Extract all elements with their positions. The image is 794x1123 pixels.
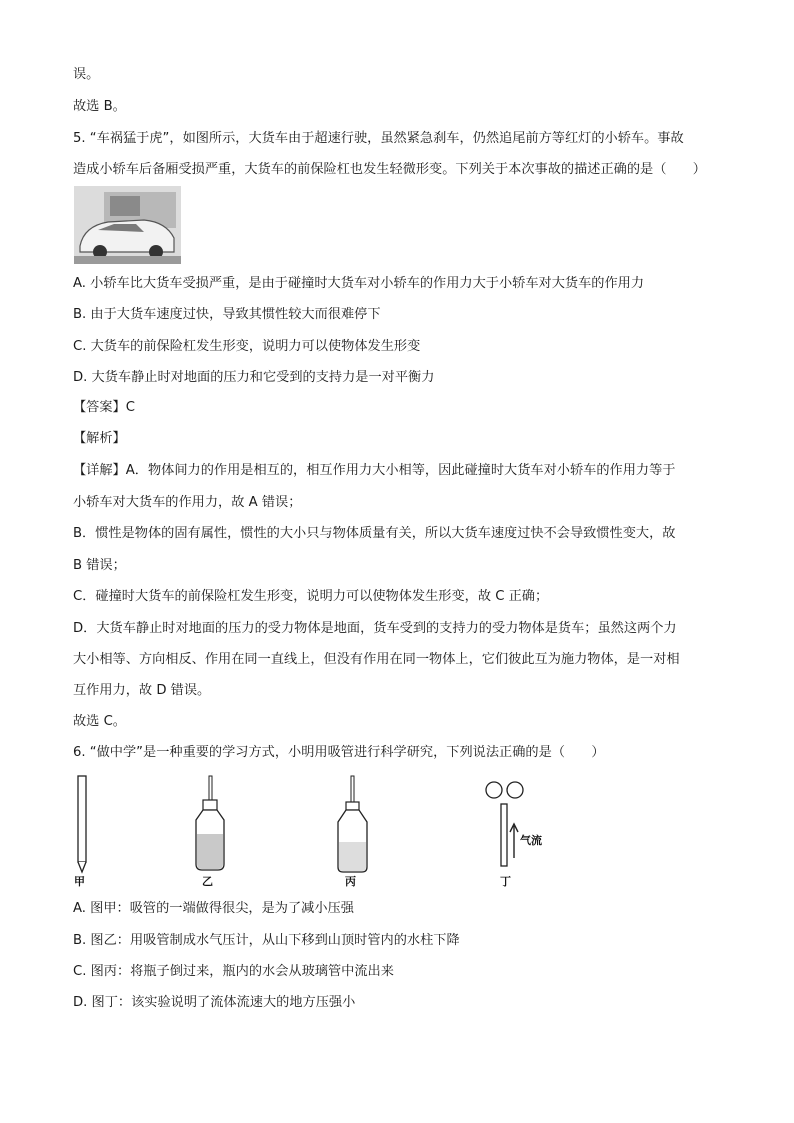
figure-label-ding: 丁 — [500, 875, 511, 888]
text-line: 故选 B。 — [73, 99, 126, 114]
explanation-line: B 错误； — [73, 558, 126, 573]
explanation-line: 大小相等、方向相反、作用在同一直线上，但没有作用在同一物体上，它们彼此互为施力物体，是一对相 — [73, 652, 680, 667]
question-5-stem: 5. “车祸猛于虎”，如图所示，大货车由于超速行驶，虽然紧急刹车，仍然追尾前方等红灯的小轿车。事故 — [73, 131, 684, 146]
option-c: C. 大货车的前保险杠发生形变，说明力可以使物体发生形变 — [73, 339, 421, 354]
accident-photo — [74, 186, 181, 264]
straw-figures-svg — [72, 772, 552, 890]
answer: 【答案】C — [73, 400, 135, 415]
airflow-label: 气流 — [520, 834, 542, 847]
bottle-barometer-figure-yi — [196, 776, 224, 888]
option-b: B. 由于大货车速度过快，导致其惯性较大而很难停下 — [73, 307, 381, 322]
question-6-stem: 6. “做中学”是一种重要的学习方式，小明用吸管进行科学研究，下列说法正确的是（ ） — [73, 745, 605, 760]
option-c: C. 图丙：将瓶子倒过来，瓶内的水会从玻璃管中流出来 — [73, 964, 394, 979]
text-line: 误。 — [73, 67, 100, 82]
truck-car-collision-image — [74, 186, 181, 264]
option-a: A. 小轿车比大货车受损严重，是由于碰撞时大货车对小轿车的作用力大于小轿车对大货车的作用力 — [73, 276, 645, 291]
explanation-line: C．碰撞时大货车的前保险杠发生形变，说明力可以使物体发生形变，故 C 正确； — [73, 589, 549, 604]
option-d: D. 大货车静止时对地面的压力和它受到的支持力是一对平衡力 — [73, 370, 435, 385]
explanation-line: 互作用力，故 D 错误。 — [73, 683, 211, 698]
option-b: B. 图乙：用吸管制成水气压计，从山下移到山顶时管内的水柱下降 — [73, 933, 460, 948]
question-5-stem: 造成小轿车后备厢受损严重，大货车的前保险杠也发生轻微形变。下列关于本次事故的描述正确的是（ ） — [73, 162, 706, 177]
explanation-line: B．惯性是物体的固有属性，惯性的大小只与物体质量有关，所以大货车速度过快不会导致惯性变大，故 — [73, 526, 676, 541]
explanation-line: 小轿车对大货车的作用力，故 A 错误； — [73, 495, 302, 510]
airflow-figure-ding — [486, 782, 542, 888]
straw-figure-jia — [74, 776, 86, 888]
figure-label-jia: 甲 — [74, 875, 85, 888]
bottle-tube-figure-bing — [338, 776, 367, 888]
option-d: D. 图丁：该实验说明了流体流速大的地方压强小 — [73, 995, 356, 1010]
explanation-line: D．大货车静止时对地面的压力的受力物体是地面，货车受到的支持力的受力物体是货车；虽然这两个力 — [73, 621, 677, 636]
conclusion: 故选 C。 — [73, 714, 126, 729]
figure-label-yi: 乙 — [202, 875, 213, 888]
option-a: A. 图甲：吸管的一端做得很尖，是为了减小压强 — [73, 901, 354, 916]
explanation-line: 【详解】A．物体间力的作用是相互的，相互作用力大小相等，因此碰撞时大货车对小轿车的作用力等于 — [73, 463, 676, 478]
figure-label-bing: 丙 — [345, 875, 356, 888]
analysis-heading: 【解析】 — [73, 431, 126, 446]
straw-experiment-figures — [72, 772, 552, 890]
